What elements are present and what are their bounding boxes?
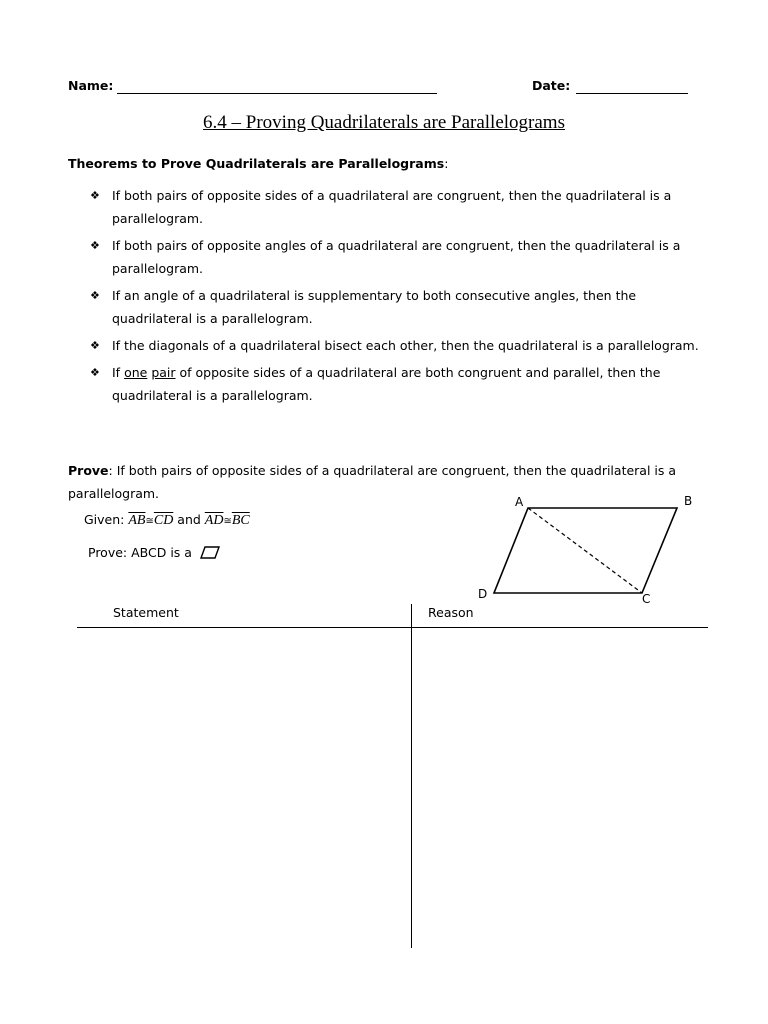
name-field[interactable] (117, 79, 437, 94)
theorem-item (90, 284, 710, 330)
reason-column[interactable] (413, 630, 707, 946)
given-label: Given: (84, 512, 129, 527)
date-field[interactable] (576, 79, 688, 94)
table-header-divider (77, 627, 708, 628)
table-column-divider (411, 604, 412, 948)
statement-column[interactable] (78, 630, 410, 946)
given-line (84, 512, 250, 529)
theorem-text-suffix: of opposite sides of a quadrilateral are both congruent and parallel, then the quadrilateral is a parallelogram. (112, 365, 661, 403)
prove-line (88, 545, 220, 560)
vertex-b-label: B (684, 494, 693, 508)
segment-ad: $\overline{AD}$ (204, 513, 224, 528)
prove-label: Prove (68, 463, 109, 478)
theorems-heading-colon: : (444, 156, 449, 171)
name-label: Name: (68, 78, 114, 93)
vertex-d-label: D (478, 587, 488, 601)
reason-header: Reason (428, 605, 474, 620)
theorem-text (112, 361, 710, 407)
theorem-item (90, 234, 710, 280)
bullet-icon: ❖ (90, 339, 100, 352)
theorem-text-prefix: If (112, 365, 125, 380)
theorem-text: If an angle of a quadrilateral is supplementary to both consecutive angles, then the quadrilateral is a parallelogram. (112, 288, 637, 326)
prove-text: : If both pairs of opposite sides of a quadrilateral are congruent, then the quadrilateral is a parallelogram. (68, 463, 677, 501)
segment-bc: $\overline{BC}$ (231, 513, 250, 528)
parallelogram-diagram (470, 488, 710, 613)
congruent-symbol: ≅ (223, 516, 232, 527)
bullet-icon: ❖ (90, 189, 100, 202)
theorem-item (90, 184, 710, 230)
theorem-text: If the diagonals of a quadrilateral bisect each other, then the quadrilateral is a parallelogram. (112, 338, 699, 353)
given-and: and (173, 512, 205, 527)
theorem-text: If both pairs of opposite sides of a quadrilateral are congruent, then the quadrilateral is a parallelogram. (112, 188, 672, 226)
segment-ab: $\overline{AB}$ (128, 513, 146, 528)
theorems-heading (68, 156, 448, 171)
congruent-symbol: ≅ (145, 516, 154, 527)
date-label: Date: (532, 78, 571, 93)
theorem-text: If both pairs of opposite angles of a quadrilateral are congruent, then the quadrilateral is a parallelogram. (112, 238, 681, 276)
underlined-pair: pair (151, 365, 176, 380)
bullet-icon: ❖ (90, 289, 100, 302)
segment-cd: $\overline{CD}$ (153, 513, 174, 528)
theorem-list (90, 184, 710, 411)
theorem-item (90, 361, 710, 407)
underlined-one: one (124, 365, 148, 380)
prove-line-text: Prove: ABCD is a (88, 545, 192, 560)
vertex-c-label: C (642, 592, 651, 606)
theorems-heading-text: Theorems to Prove Quadrilaterals are Parallelograms (68, 156, 445, 171)
bullet-icon: ❖ (90, 366, 100, 379)
bullet-icon: ❖ (90, 239, 100, 252)
statement-header: Statement (113, 605, 179, 620)
theorem-item (90, 334, 710, 357)
diagonal-ac (528, 508, 642, 593)
parallelogram-icon (200, 546, 220, 559)
vertex-a-label: A (515, 495, 524, 509)
page-title: 6.4 – Proving Quadrilaterals are Parallelograms (203, 112, 565, 133)
